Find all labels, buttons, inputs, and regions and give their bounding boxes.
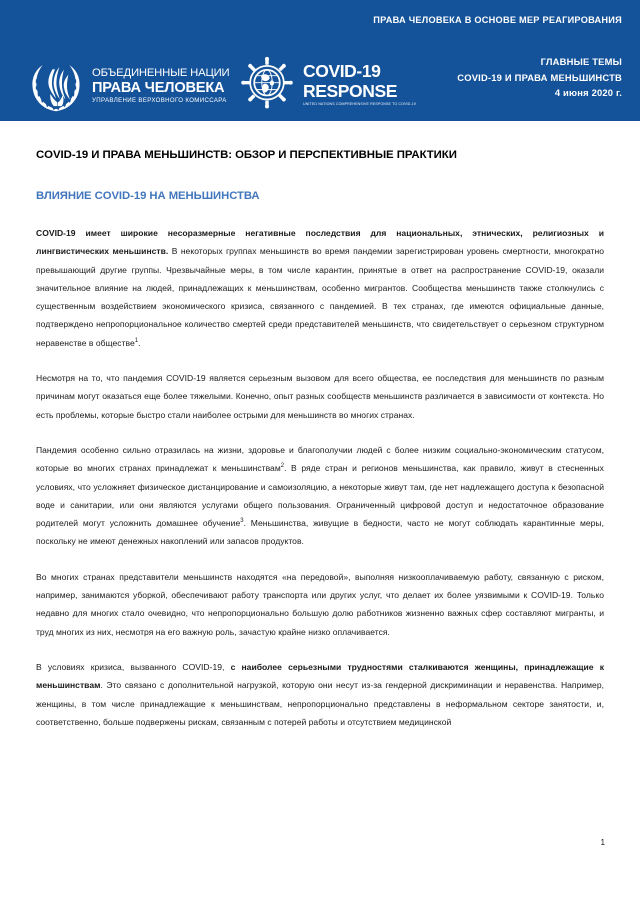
un-human-rights-emblem-icon (28, 58, 84, 114)
paragraph-1-tail: . (138, 337, 141, 348)
paragraph-1 (36, 224, 604, 352)
ohchr-logo-line-3: УПРАВЛЕНИЕ ВЕРХОВНОГО КОМИССАРА (92, 97, 227, 105)
header-meta-line-3: 4 июня 2020 г. (554, 87, 622, 98)
covid19-response-logo (238, 56, 416, 114)
header-meta-line-1: ГЛАВНЫЕ ТЕМЫ (540, 56, 622, 67)
paragraph-2 (36, 369, 604, 424)
paragraph-3-seg-2: . В ряде стран и регионов меньшинства, как правило, живут в стесненных условиях, что усложняет физическое дистанцирование и самоизоляцию, а некоторые живут там, где нет надлежащего доступа к безопасной воде и санитарии, или они являются услугами общего пользования. Ограниченный цифровой доступ и недостаточное образование родителей могут усложнить домашнее обучение (36, 463, 604, 529)
covid19-wordmark-line-2: RESPONSE (303, 80, 398, 101)
paragraph-3-seg-3: . Меньшинства, живущие в бедности, часто не могут соблюдать карантинные меры, поскольку не имеют денежных накоплений или запасов продуктов. (36, 518, 604, 547)
paragraph-5-seg-1: В условиях кризиса, вызванного COVID-19, (36, 661, 231, 672)
paragraph-3 (36, 441, 604, 551)
covid19-wordmark-line-1: COVID-19 (303, 61, 381, 82)
document-body (36, 121, 604, 731)
covid19-response-wordmark (303, 63, 416, 107)
paragraph-3-seg-1: Пандемия особенно сильно отразилась на жизни, здоровье и благополучии людей с более низким социально-экономическим статусом, которые во многих странах принадлежат к меньшинствам (36, 444, 604, 474)
paragraph-5-seg-2: . Это связано с дополнительной нагрузкой, которую они несут из-за гендерной дискриминации и неравенства. Например, женщины, в том числе принадлежащие к меньшинствам, непропорционально представлены в неформальном секторе занятости, и, соответственно, больше подвержены рискам, связанным с потерей работы и отсутствием медицинской (36, 680, 604, 727)
ohchr-logo-line-2: ПРАВА ЧЕЛОВЕКА (92, 79, 225, 96)
paragraph-5-bold: с наиболее серьезными трудностями сталкиваются женщины, принадлежащие к меньшинствам (36, 661, 605, 691)
ohchr-logo-wordmark (92, 68, 229, 105)
document-header (0, 0, 640, 121)
paragraph-4-text: Во многих странах представители меньшинств находятся «на передовой», выполняя низкооплачиваемую работу, связанную с риском, например, занимаются уборкой, обеспечивают работу транспорта или других услуг, что делает их более уязвимыми к COVID-19. Только недавно для многих стало очевидно, что непропорционально большую долю работников жизненно важных сфер составляют мигранты, и труд многих из них, несмотря на его важную роль, зачастую крайне низко оплачивается. (36, 571, 604, 637)
paragraph-1-lead: COVID-19 имеет широкие несоразмерные негативные последствия для национальных, этнических, религиозных и лингвистических меньшинств. (36, 228, 604, 257)
ohchr-logo-line-1: ОБЪЕДИНЕННЫЕ НАЦИИ (92, 66, 230, 79)
section-heading: ВЛИЯНИЕ COVID-19 НА МЕНЬШИНСТВА (36, 190, 260, 202)
header-meta-block (457, 54, 622, 101)
page-title: COVID-19 И ПРАВА МЕНЬШИНСТВ: ОБЗОР И ПЕРСПЕКТИВНЫЕ ПРАКТИКИ (36, 149, 457, 161)
ohchr-logo (28, 58, 229, 114)
paragraph-1-rest: В некоторых группах меньшинств во время пандемии зарегистрирован уровень смертности, многократно превышающий другие группы. Чрезвычайные меры, в том числе карантин, принятые в ответ на распространение COVID-19, оказали значительное влияние на людей, принадлежащих к меньшинствам, особенно мигрантов. Сообщества меньшинств также столкнулись с существенным воздействием экономического кризиса, связанного с пандемией. В тех странах, где имеются официальные данные, подтверждено непропорциональное количество смертей среди представителей меньшинств, что свидетельствует о серьезном структурном неравенстве в обществе (36, 246, 604, 348)
covid19-wordmark-line-3: UNITED NATIONS COMPREHENSIVE RESPONSE TO COVID-19 (303, 102, 416, 107)
paragraph-5 (36, 658, 604, 731)
paragraph-list (36, 203, 604, 731)
coronavirus-globe-icon (238, 56, 296, 114)
footnote-marker-1: 1 (134, 337, 139, 344)
page-number: 1 (600, 838, 605, 847)
header-tagline: ПРАВА ЧЕЛОВЕКА В ОСНОВЕ МЕР РЕАГИРОВАНИЯ (373, 15, 622, 25)
footnote-marker-3: 3 (240, 518, 244, 525)
footnote-marker-2: 2 (280, 463, 285, 470)
paragraph-2-text: Несмотря на то, что пандемия COVID-19 является серьезным вызовом для всего общества, ее последствия для меньшинств по разным причинам могут оказаться еще более тяжелыми. Конечно, опыт разных сообществ меньшинств различается в зависимости от контекста. Но есть проблемы, которые быстро стали наиболее острыми для меньшинств во многих странах. (36, 373, 604, 420)
paragraph-4 (36, 568, 604, 641)
header-meta-line-2: COVID-19 И ПРАВА МЕНЬШИНСТВ (457, 71, 622, 83)
